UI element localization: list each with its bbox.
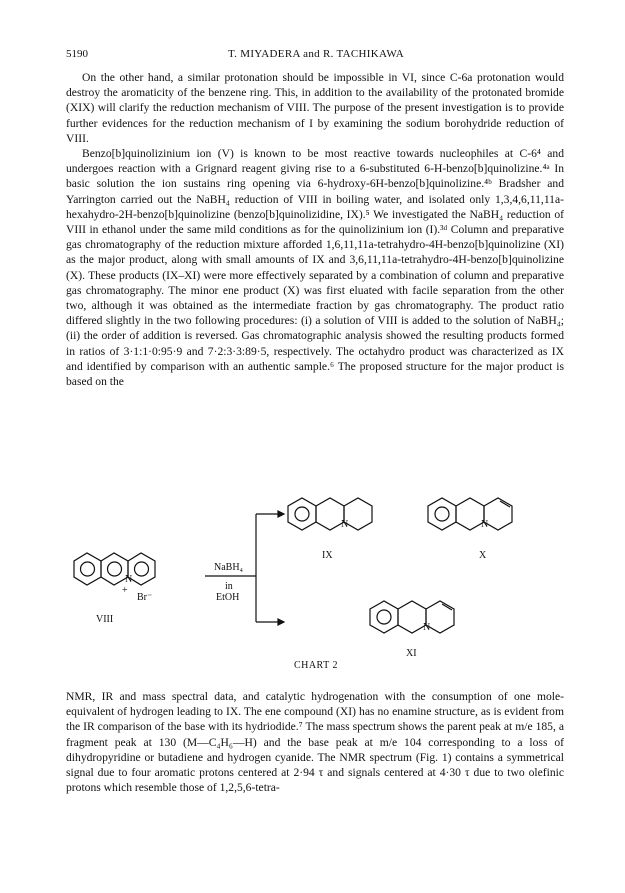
structure-X bbox=[428, 498, 512, 530]
scheme-caption: CHART 2 bbox=[293, 660, 339, 671]
label-XI: XI bbox=[406, 648, 417, 659]
atom-N-XI: N bbox=[423, 622, 431, 633]
page-number: 5190 bbox=[66, 48, 88, 60]
reaction-scheme bbox=[66, 490, 566, 665]
structure-XI bbox=[370, 601, 454, 633]
paragraph-1: On the other hand, a similar protonation should be impossible in VI, since C-6a protonation would destroy the aromaticity of the benzene ring. This, in addition to the availability of the protonated bromide (XIX) will clarify the reduction mechanism of VIII. The purpose of the present investigation is to provide further evidences for the reduction mechanism of I by examining the sodium borohydride reduction of VIII. bbox=[66, 71, 564, 145]
counterion: Br⁻ bbox=[137, 592, 153, 603]
plus-sign: + bbox=[122, 585, 128, 596]
page-header bbox=[66, 48, 566, 64]
running-title: T. MIYADERA and R. TACHIKAWA bbox=[227, 48, 405, 60]
text-block-top bbox=[66, 70, 564, 389]
atom-N-IX: N bbox=[341, 519, 349, 530]
paragraph-2: Benzo[b]quinolizinium ion (V) is known to be most reactive towards nucleophiles at C-6⁴ and undergoes reaction with a Grignard reagent giving rise to a 6-substituted 6-H-benzo[b]quinolizine.⁴ᵃ In basic solution the ion sustains ring opening via 6-hydroxy-6H-benzo[b]quinolizine.⁴ᵇ Bradsher and Yarrington carried out the NaBH₄ reduction of VIII in boiling water, and isolated only 1,3,4,6,11,11a-hexahydro-2H-benzo[b]quinolizine (benzo[b]quinolizidine, IX).⁵ We investigated the NaBH₄ reduction of VIII in ethanol under the same mild conditions as for the quinolizinium ion (I).³ᵈ Column and preparative gas chromatography of the reduction mixture afforded 1,6,11,11a-tetrahydro-4H-benzo[b]quinolizine (XI) as the major product, along with small amounts of IX and 3,6,11,11a-tetrahydro-4H-benzo[b]quinolizine (X). These products (IX–XI) were more effectively separated by a combination of column and preparative gas chromatography. The minor ene product (X) was first eluated with facile separation from the other two, although it was obtained as the intermediate fraction by gas chromatography. The product ratio differed slightly in the two following procedures: (i) a solution of VIII is added to the solution of NaBH₄; (ii) the order of addition is reversed. Gas chromatographic analysis showed the resulting products formed in ratios of 3·1:1·0:95·9 and 7·2:3·3:89·5, respectively. The octahydro product was characterized as IX and identified by comparison with an authentic sample.⁶ The proposed structure for the major product is based on the bbox=[66, 147, 564, 389]
label-IX: IX bbox=[322, 550, 333, 561]
paragraph-3: NMR, IR and mass spectral data, and catalytic hydrogenation with the consumption of one mole-equivalent of hydrogen leading to IX. The ene compound (XI) has no enamine structure, as is evident from the IR comparison of the base with its hydriodide.⁷ The mass spectrum shows the parent peak at m/e 185, a fragment peak at 130 (M—C₄H₆—H) and the base peak at m/e 104 corresponding to a loss of dihydropyridine or butadiene and hydrogen cyanide. The NMR spectrum (Fig. 1) contains a symmetrical signal due to four aromatic protons centered at 2·94 τ and signals centered at 4·30 τ due to two olefinic protons which resemble those of 1,2,5,6-tetra- bbox=[66, 690, 564, 795]
structure-IX bbox=[288, 498, 372, 530]
structure-VIII bbox=[74, 553, 155, 585]
label-X: X bbox=[479, 550, 487, 561]
atom-N-VIII: N bbox=[125, 574, 133, 585]
atom-N-X: N bbox=[481, 519, 489, 530]
text-block-bottom bbox=[66, 689, 564, 795]
reagent-in: in bbox=[225, 581, 233, 592]
solvent-label: EtOH bbox=[216, 592, 240, 603]
reagent-label: NaBH₄ bbox=[214, 562, 244, 573]
label-VIII: VIII bbox=[96, 614, 114, 625]
